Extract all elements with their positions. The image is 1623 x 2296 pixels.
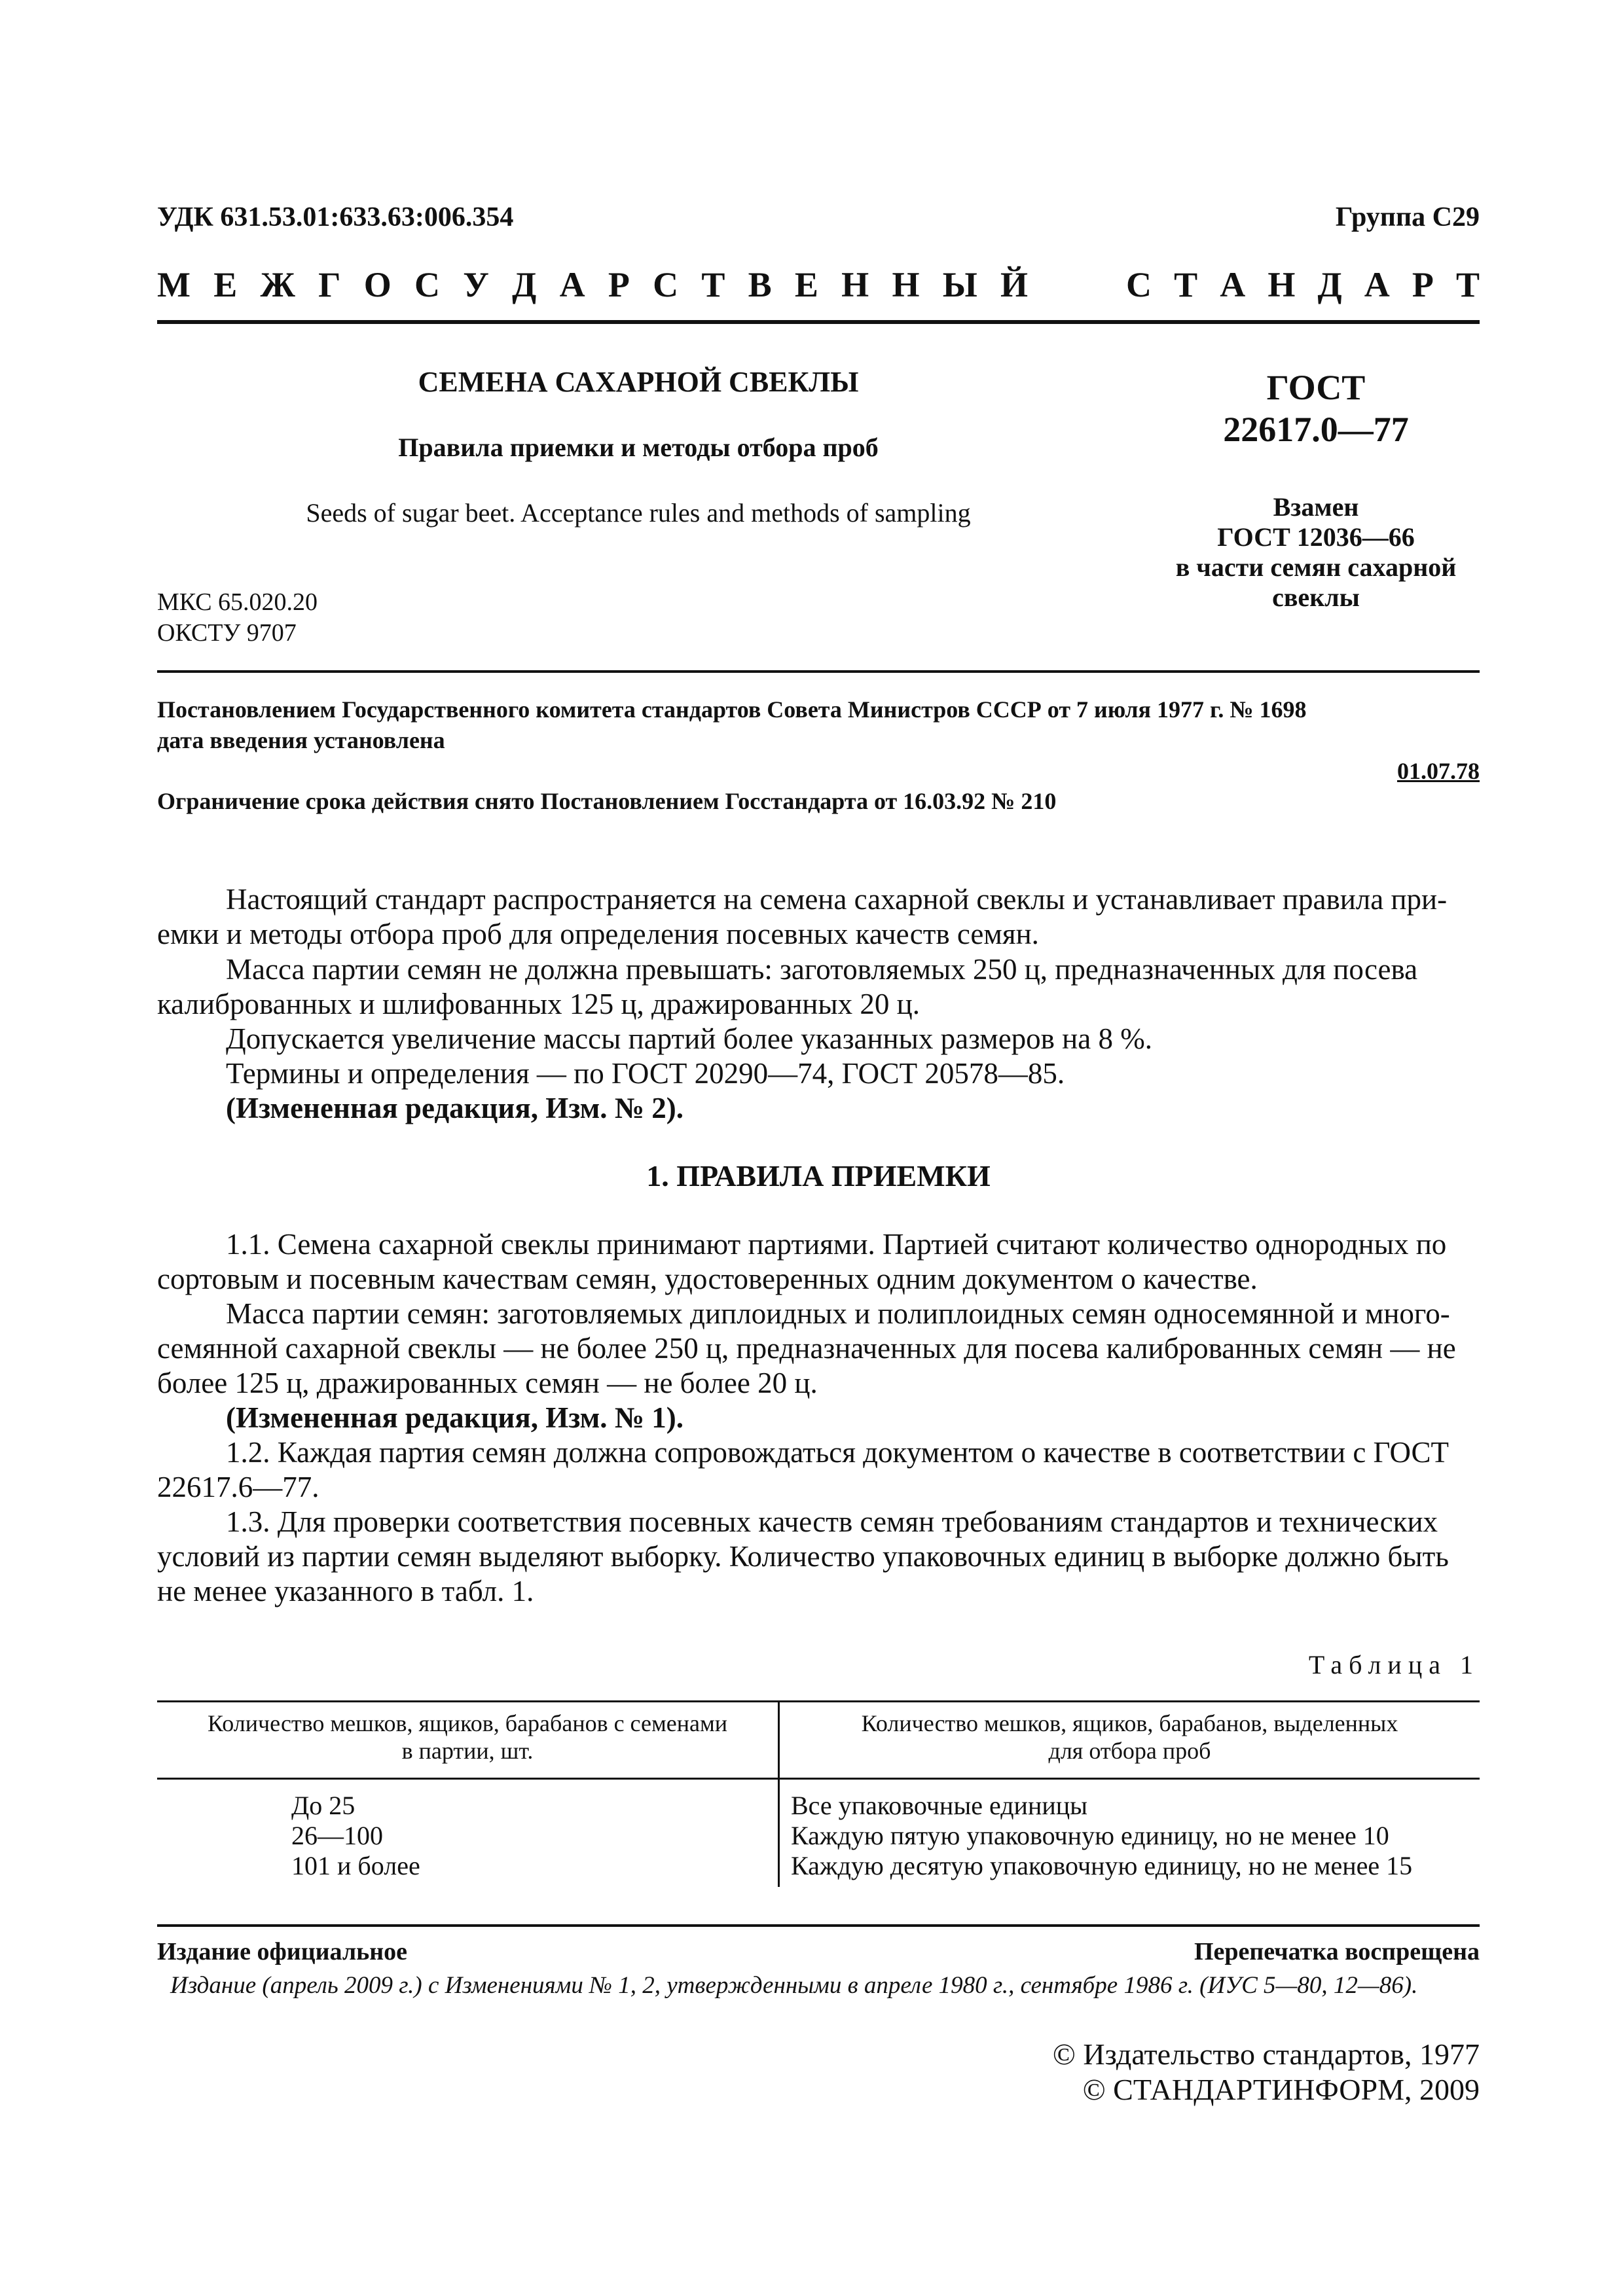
banner-letter: С <box>1126 265 1152 304</box>
decree-intro-date-label: дата введения установлена <box>157 727 445 753</box>
limitation-note: Ограничение срока действия снято Постановлением Госстандарта от 16.03.92 № 210 <box>157 788 1057 814</box>
group-code: Группа С29 <box>1335 202 1480 232</box>
text-line: семянной сахарной свеклы — не более 250 ц, предназначенных для посева калиброванных семян — не <box>157 1332 1456 1365</box>
text-line: более 125 ц, дражированных семян — не более 20 ц. <box>157 1367 818 1399</box>
gost-number: 22617.0—77 <box>1223 410 1409 449</box>
text-line: Настоящий стандарт распространяется на семена сахарной свеклы и устанавливает правила при- <box>226 883 1448 916</box>
okstu-code: ОКСТУ 9707 <box>157 619 297 647</box>
banner-letter: Р <box>608 265 630 304</box>
text-line: не менее указанного в табл. 1. <box>157 1575 534 1607</box>
banner-letter: Е <box>213 265 238 304</box>
copyright-block <box>956 2037 1480 2108</box>
decree-line: Постановлением Государственного комитета стандартов Совета Министров СССР от 7 июля 1977 г. № 1698 <box>157 696 1307 723</box>
amendment-note: (Измененная редакция, Изм. № 1). <box>226 1401 684 1434</box>
banner-letter: Н <box>1267 265 1296 304</box>
banner-letter: Т <box>1174 265 1198 304</box>
introduction-date: 01.07.78 <box>1397 758 1480 784</box>
banner-letter: Н <box>841 265 869 304</box>
table-row <box>291 1791 420 1881</box>
banner-letter: Е <box>794 265 818 304</box>
banner-letter: С <box>414 265 441 304</box>
official-edition-label: Издание официальное <box>157 1938 408 1965</box>
table-row <box>791 1791 1412 1881</box>
gost-label: ГОСТ <box>1266 368 1366 407</box>
replaces-line: ГОСТ 12036—66 <box>1217 522 1415 552</box>
text-line: емки и методы отбора проб для определения посевных качеств семян. <box>157 918 1039 950</box>
title-rule <box>157 670 1480 673</box>
banner-letter: Ж <box>260 265 295 304</box>
banner-letter: Ы <box>942 265 977 304</box>
banner-letter: М <box>157 265 191 304</box>
text-line: условий из партии семян выделяют выборку. Количество упаковочных единиц в выборке должно быть <box>157 1540 1449 1573</box>
banner-letter: А <box>1364 265 1390 304</box>
table-cell: 26—100 <box>291 1821 383 1850</box>
banner-letter: В <box>748 265 772 304</box>
reprint-prohibited-label: Перепечатка воспрещена <box>1194 1938 1480 1965</box>
banner-letter: Н <box>892 265 920 304</box>
table-top-rule <box>157 1700 1480 1702</box>
table-cell: Каждую пятую упаковочную единицу, но не менее 10 <box>791 1821 1389 1850</box>
header-line: для отбора проб <box>1048 1738 1211 1764</box>
replaces-block <box>1152 492 1480 613</box>
replaces-line: Взамен <box>1273 492 1359 522</box>
banner-letter: Т <box>701 265 725 304</box>
banner-letter: А <box>1220 265 1246 304</box>
header-rule <box>157 320 1480 324</box>
banner-letter: Д <box>1317 265 1342 304</box>
table-header-cell <box>780 1710 1480 1765</box>
header-line: Количество мешков, ящиков, барабанов с семенами <box>207 1710 728 1736</box>
banner-letter: А <box>559 265 585 304</box>
doc-subtitle: Правила приемки и методы отбора проб <box>398 433 879 462</box>
text-line: сортовым и посевным качествам семян, удостоверенных одним документом о качестве. <box>157 1263 1258 1295</box>
banner-letter: Д <box>512 265 537 304</box>
banner-word-standard <box>1126 264 1480 305</box>
table-header-rule <box>157 1778 1480 1780</box>
text-line: 1.3. Для проверки соответствия посевных качеств семян требованиям стандартов и технических <box>226 1505 1438 1538</box>
text-line: калиброванных и шлифованных 125 ц, дражированных 20 ц. <box>157 988 920 1020</box>
text-line: 1.2. Каждая партия семян должна сопровождаться документом о качестве в соответствии с ГОСТ <box>226 1436 1450 1469</box>
section-title: 1. ПРАВИЛА ПРИЕМКИ <box>646 1159 991 1193</box>
table-cell: Все упаковочные единицы <box>791 1791 1088 1820</box>
text-line: Термины и определения — по ГОСТ 20290—74, ГОСТ 20578—85. <box>226 1057 1065 1090</box>
text-line: 1.1. Семена сахарной свеклы принимают партиями. Партией считают количество однородных по <box>226 1228 1447 1261</box>
replaces-line: свеклы <box>1272 583 1360 612</box>
banner-letter: Г <box>318 265 341 304</box>
text-line: Масса партии семян: заготовляемых диплоидных и полиплоидных семян односемянной и много- <box>226 1297 1450 1330</box>
banner-letter: С <box>653 265 679 304</box>
table-header-cell <box>157 1710 778 1765</box>
interstate-standard-banner <box>157 259 1480 311</box>
copyright-line: © СТАНДАРТИНФОРМ, 2009 <box>1082 2073 1480 2106</box>
banner-letter: О <box>363 265 392 304</box>
table-caption: Таблица 1 <box>1308 1650 1480 1679</box>
text-line: Масса партии семян не должна превышать: заготовляемых 250 ц, предназначенных для посева <box>226 953 1418 986</box>
footer-rule <box>157 1924 1480 1927</box>
udk-code: УДК 631.53.01:633.63:006.354 <box>157 202 514 232</box>
header-line: Количество мешков, ящиков, барабанов, выделенных <box>861 1710 1398 1736</box>
mks-code: МКС 65.020.20 <box>157 588 318 616</box>
amendment-note: (Измененная редакция, Изм. № 2). <box>226 1092 684 1124</box>
english-title: Seeds of sugar beet. Acceptance rules and methods of sampling <box>306 498 971 528</box>
banner-letter: Р <box>1412 265 1434 304</box>
banner-letter: Й <box>1000 265 1028 304</box>
replaces-line: в части семян сахарной <box>1175 552 1457 582</box>
banner-word-interstate <box>157 264 1028 305</box>
doc-title: СЕМЕНА САХАРНОЙ СВЕКЛЫ <box>418 366 859 398</box>
edition-note: Издание (апрель 2009 г.) с Изменениями № 1, 2, утвержденными в апреле 1980 г., сентябре 1986 г. (ИУС 5—80, 12—86). <box>170 1972 1418 1999</box>
text-line: Допускается увеличение массы партий более указанных размеров на 8 %. <box>226 1022 1152 1055</box>
copyright-line: © Издательство стандартов, 1977 <box>1052 2037 1480 2071</box>
header-line: в партии, шт. <box>401 1738 534 1764</box>
table-cell: 101 и более <box>291 1851 420 1880</box>
text-line: 22617.6—77. <box>157 1471 319 1503</box>
table-cell: Каждую десятую упаковочную единицу, но не менее 15 <box>791 1851 1413 1880</box>
banner-letter: Т <box>1455 265 1480 304</box>
banner-letter: У <box>463 265 489 304</box>
table-cell: До 25 <box>291 1791 356 1820</box>
